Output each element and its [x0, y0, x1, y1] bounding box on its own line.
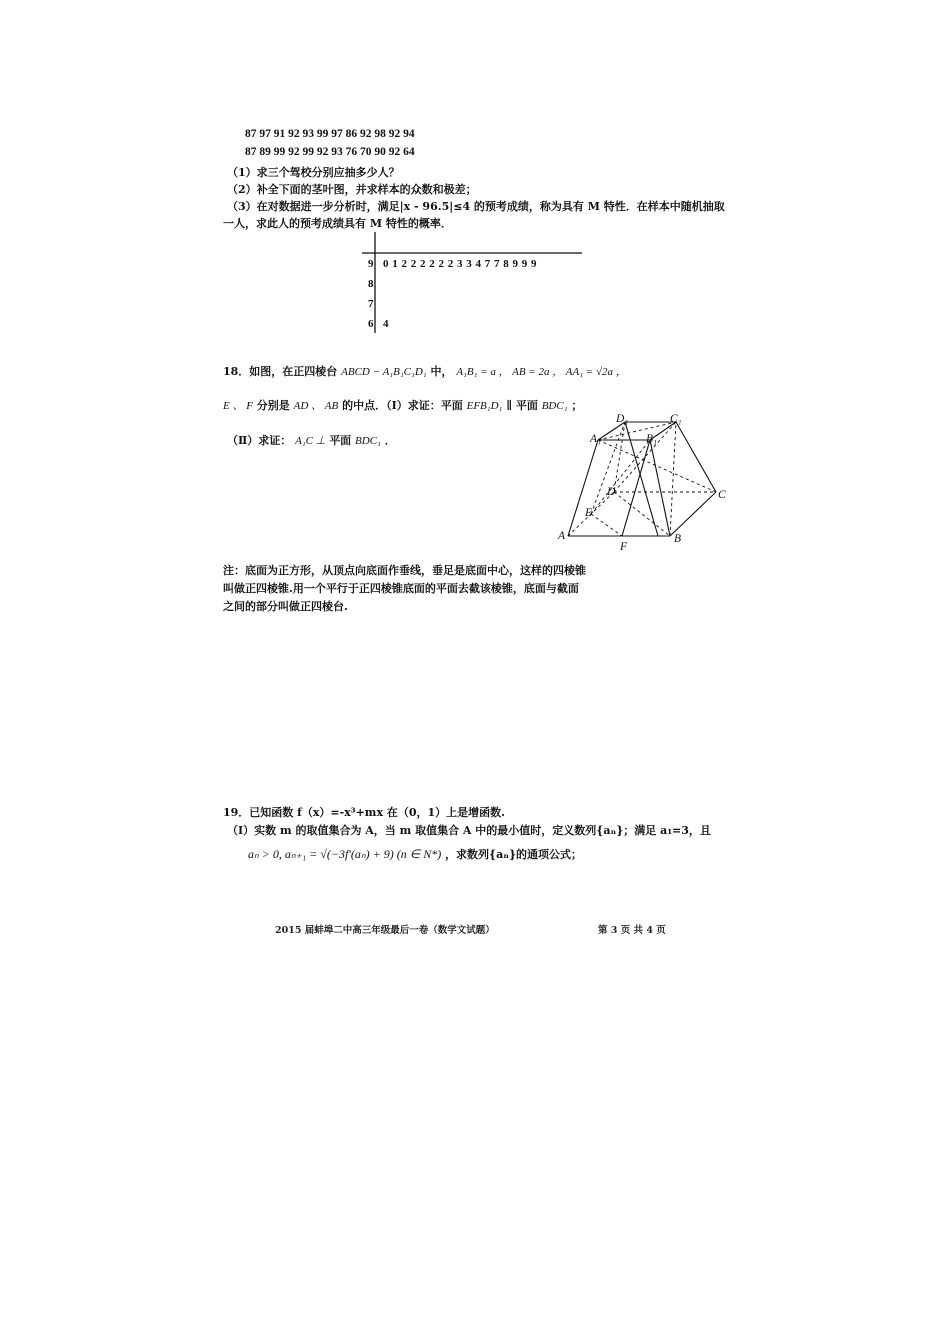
q18-text: 分别是 — [256, 399, 290, 412]
q18-text: ； — [571, 399, 583, 412]
q18-ef: E 、 F — [223, 400, 253, 412]
label-E: E — [585, 507, 593, 519]
q18-ad-ab: AD 、 AB — [293, 400, 339, 412]
stem-7: 7 — [368, 298, 374, 310]
label-C1: C₁ — [670, 413, 682, 425]
q17-part3-line1: （3）在对数据进一步分析时，满足|x - 96.5|≤4 的预考成绩，称为具有 M 特性．在样本中随机抽取 — [227, 200, 725, 213]
q18-text: ∥ 平面 — [506, 399, 538, 412]
q19-line1: 19．已知函数 f（x）=-x³+mx 在（0，1）上是增函数. — [223, 806, 505, 819]
q18-text: （Ⅱ）求证： — [227, 434, 292, 447]
stem-9: 9 — [368, 258, 374, 270]
stem-8: 8 — [368, 278, 374, 290]
stem-leaf-axes — [360, 230, 590, 335]
q17-part1: （1）求三个驾校分别应抽多少人？ — [227, 166, 400, 179]
frustum-figure — [550, 410, 740, 555]
label-F: F — [620, 541, 628, 553]
label-A: A — [558, 530, 566, 542]
q18-plane3: BDC₁ — [355, 435, 381, 447]
label-B: B — [674, 533, 682, 545]
label-D: D — [607, 486, 616, 498]
footer-page-number: 第 3 页 共 4 页 — [598, 925, 666, 936]
q18-frustum-name: ABCD − A₁B₁C₁D₁ — [341, 366, 427, 378]
label-B1: B₁ — [646, 433, 658, 445]
data-row-1: 87 97 91 92 93 99 97 86 92 98 92 94 — [245, 128, 415, 140]
q19-line2: （Ⅰ）实数 m 的取值集合为 A，当 m 取值集合 A 中的最小值时，定义数列{aₙ}；满足 a₁=3，且 — [227, 824, 711, 837]
leaves-9: 0 1 2 2 2 2 2 2 3 3 4 7 7 8 9 9 9 — [383, 258, 537, 270]
q18-plane1: EFB₁D₁ — [466, 400, 503, 412]
q18-a1c: A₁C ⊥ — [295, 435, 326, 447]
q17-part3-line2: 一人，求此人的预考成绩具有 M 特性的概率． — [223, 217, 452, 230]
footer-title: 2015 届蚌埠二中高三年级最后一卷（数学文试题） — [275, 925, 495, 936]
q18-mid: 中， — [430, 365, 453, 378]
q18-text: 平面 — [329, 434, 352, 447]
q19-recurrence: aₙ > 0, aₙ₊₁ = √(−3f′(aₙ) + 9) (n ∈ N*) — [248, 847, 442, 861]
q17-part2: （2）补全下面的茎叶图，并求样本的众数和极差； — [227, 183, 477, 196]
label-C: C — [718, 489, 726, 501]
note-line3: 之间的部分叫做正四棱台. — [223, 600, 348, 613]
q18-line3 — [227, 432, 396, 448]
data-row-2: 87 89 99 92 99 92 93 76 70 90 92 64 — [245, 146, 415, 158]
q18-plane2: BDC₁ — [541, 400, 568, 412]
q18-line2 — [223, 397, 582, 413]
q19-line3 — [248, 846, 582, 862]
leaves-6: 4 — [383, 318, 389, 330]
note-line2: 叫做正四棱锥.用一个平行于正四棱锥底面的平面去截该棱锥，底面与截面 — [223, 582, 579, 595]
q19-line3-text: ，求数列{aₙ}的通项公式； — [445, 848, 583, 861]
note-line1: 注：底面为正方形，从顶点向底面作垂线，垂足是底面中心，这样的四棱锥 — [223, 564, 586, 577]
label-A1: A₁ — [590, 433, 602, 445]
label-D1: D₁ — [616, 413, 629, 425]
stem-6: 6 — [368, 318, 374, 330]
q18-line1 — [223, 363, 627, 379]
q18-text: 的中点．（Ⅰ）求证：平面 — [342, 399, 463, 412]
q18-text: ． — [384, 434, 396, 447]
q18-lengths: A₁B₁ = a ， AB = 2a ， AA₁ = √2a ， — [456, 366, 627, 378]
q18-prefix: 18．如图，在正四棱台 — [223, 365, 338, 378]
